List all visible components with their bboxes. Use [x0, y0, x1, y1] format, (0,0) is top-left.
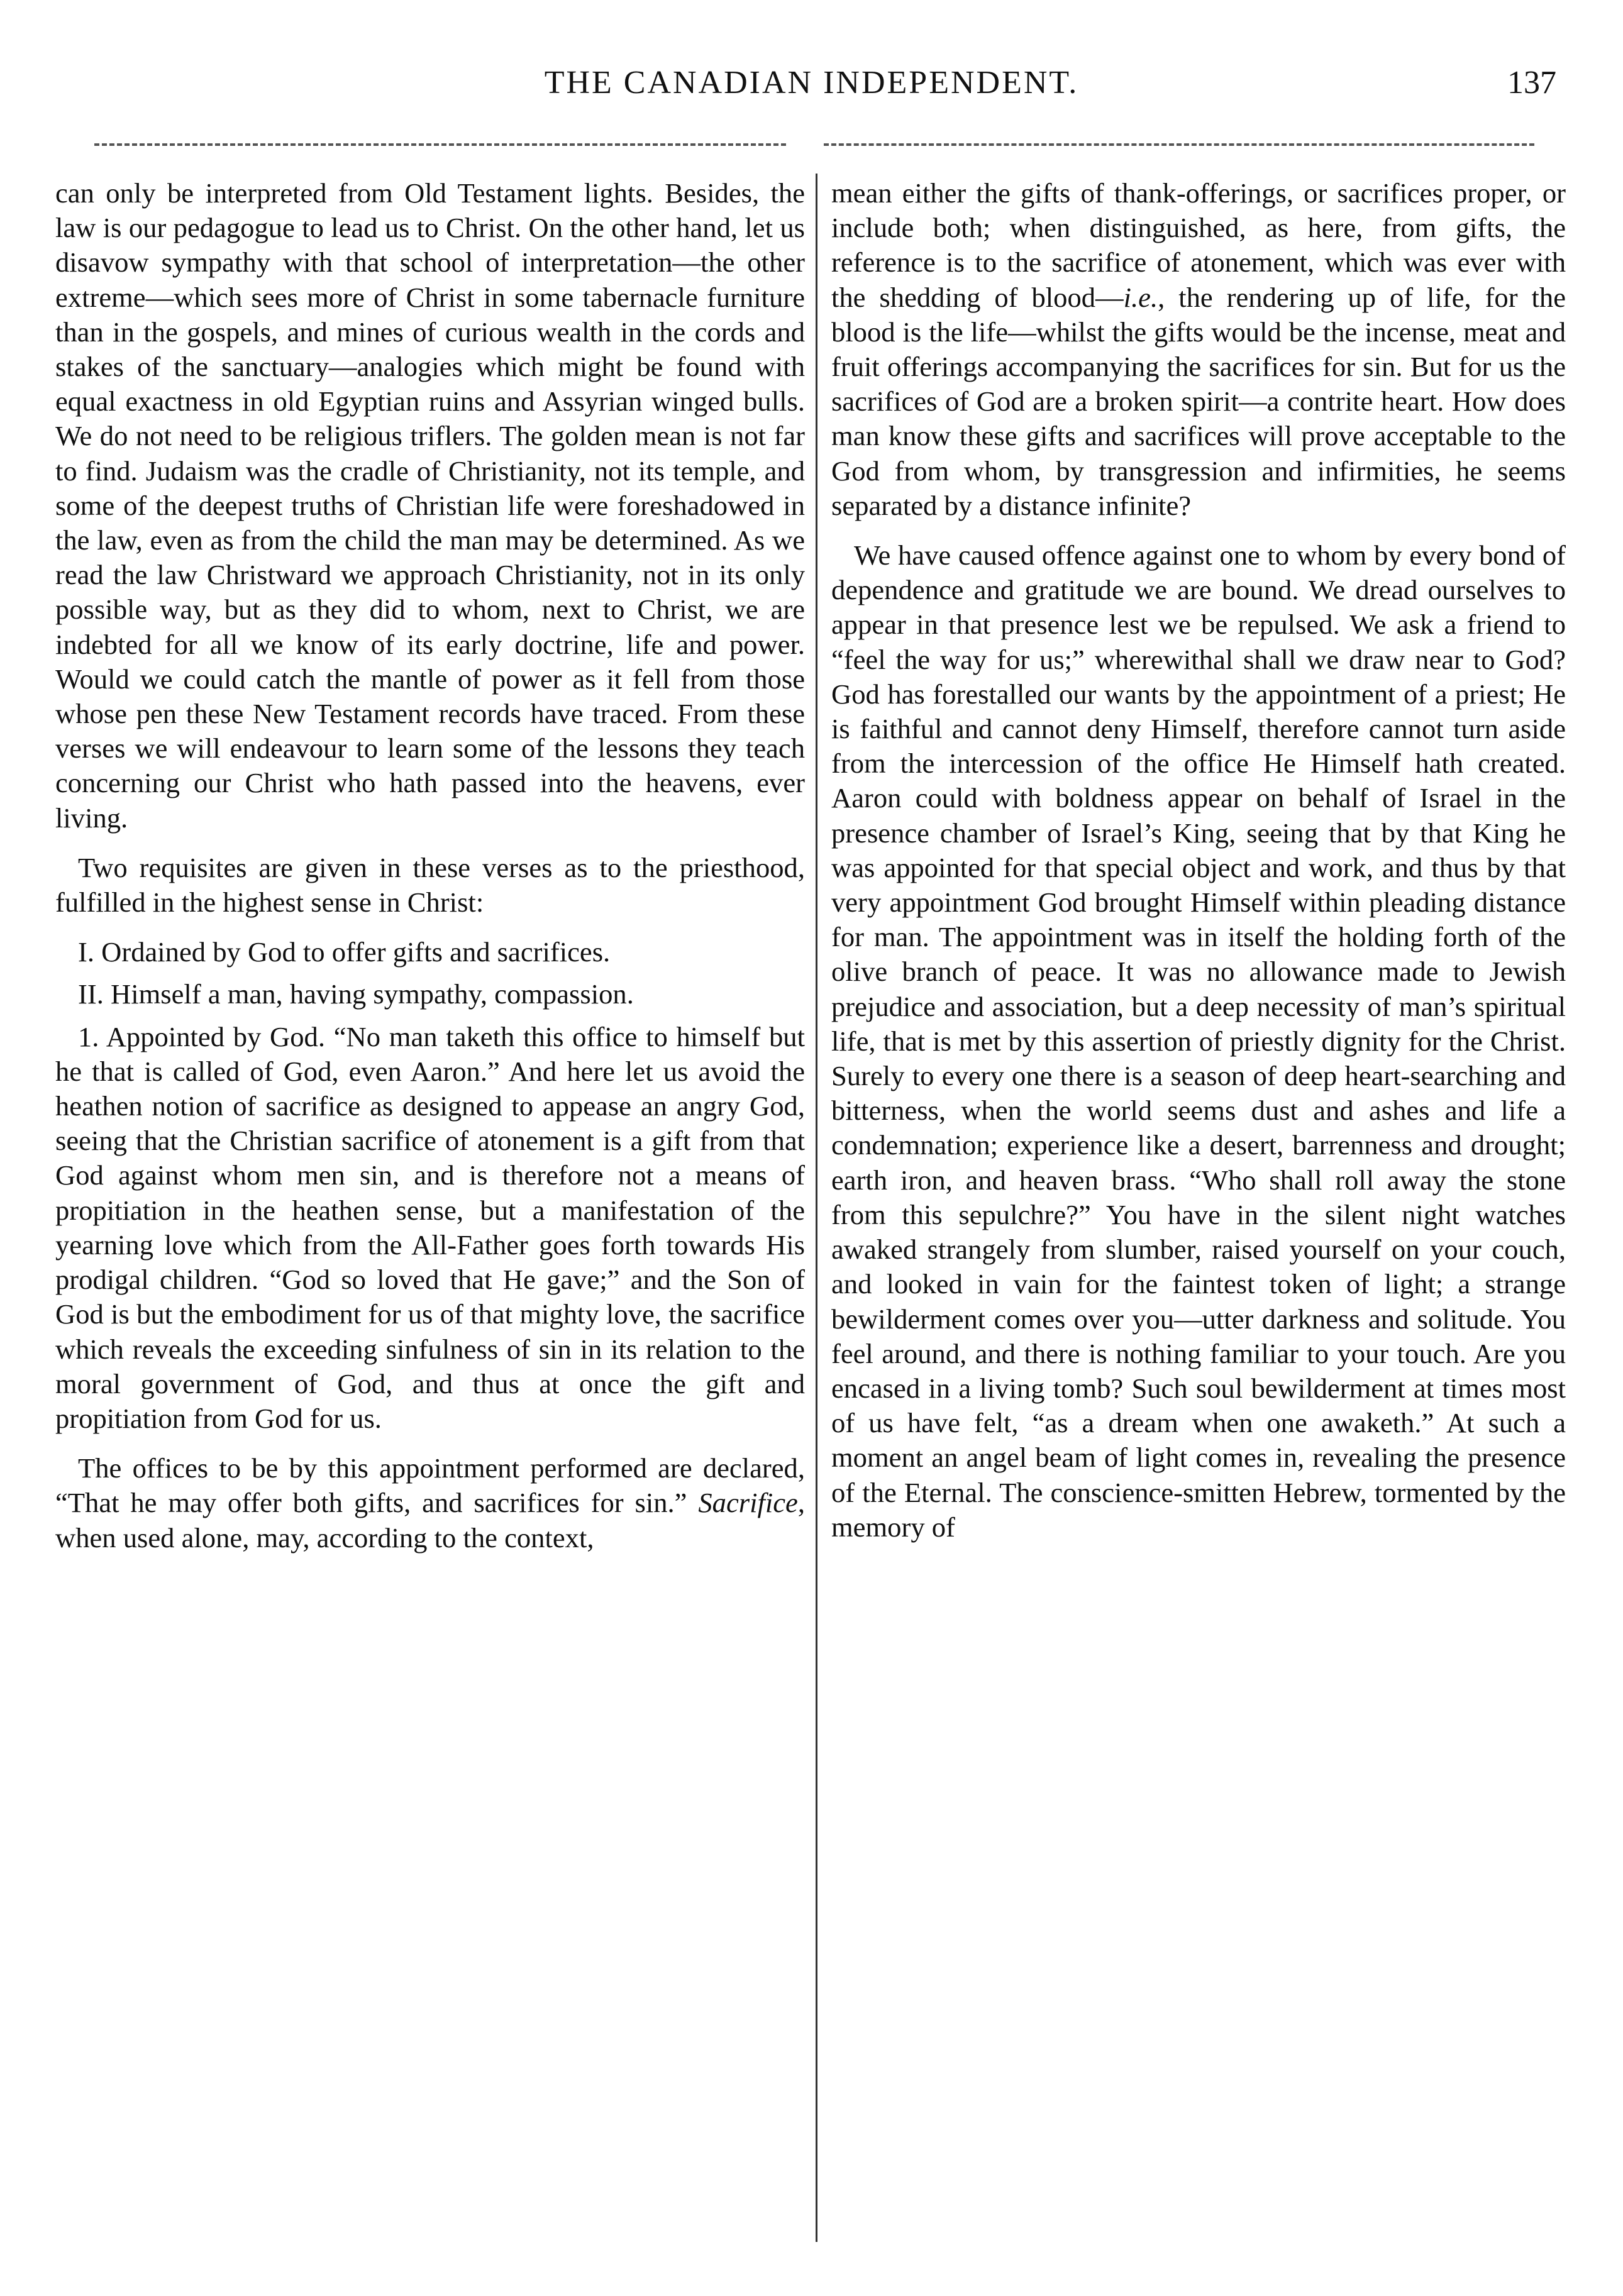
- header-divider-left: [94, 143, 786, 146]
- right-p1-text-a: mean either the gifts of thank-offerings, or sacrifices proper, or include both; when distinguished, as here, from gifts, the reference is to the sacrifice of atonement, which was ever with the shedding of blood—: [831, 177, 1566, 313]
- right-paragraph-2: We have caused offence against one to whom by every bond of dependence and gratitude we are bound. We dread ourselves to appear in that presence lest we be repulsed. We ask a friend to “feel the way for us;” wherewithal shall we draw near to God? God has forestalled our wants by the appointment of a priest; He is faithful and cannot deny Himself, therefore cannot turn aside from the intercession of the office He Himself hath created. Aaron could with boldness appear on behalf of Israel in the presence chamber of Israel’s King, seeing that by that King he was appointed for that special object and work, and thus by that very appointment God brought Himself within pleading distance for man. The appointment was in itself the holding forth of the olive branch of peace. It was no allowance made to Jewish prejudice and association, but a deep necessity of man’s spiritual life, that is met by this assertion of priestly dignity for the Christ. Surely to every one there is a season of deep heart-searching and bitterness, when the world seems dust and ashes and life a condemnation; experience like a desert, barrenness and drought; earth iron, and heaven brass. “Who shall roll away the stone from this sepulchre?” You have in the silent night watches awaked strangely from slumber, raised yourself on your couch, and looked in vain for the faintest token of light; a strange bewilderment comes over you—utter darkness and solitude. You feel around, and there is nothing familiar to your touch. Are you encased in a living tomb? Such soul bewilderment at times most of us have felt, “as a dream when one awaketh.” At such a moment an angel beam of light comes in, revealing the presence of the Eternal. The conscience-smitten Hebrew, tormented by the memory of: [831, 539, 1566, 1543]
- ie-emphasis: i.e.: [1123, 281, 1158, 313]
- header-divider-right: [824, 143, 1534, 146]
- left-column: [55, 176, 805, 1570]
- sacrifice-emphasis: Sacrifice: [698, 1487, 798, 1519]
- running-head: [0, 55, 1623, 106]
- journal-title: THE CANADIAN INDEPENDENT.: [544, 65, 1079, 101]
- left-paragraph-offices: [55, 1451, 805, 1555]
- offices-text-a: The offices to be by this appointment performed are declared, “That he may offer both gifts, and sacrifices for sin.”: [55, 1452, 805, 1519]
- left-paragraph-2: Two requisites are given in these verses as to the priesthood, fulfilled in the highest sense in Christ:: [55, 851, 805, 919]
- page-number: 137: [1507, 65, 1556, 101]
- column-divider: [816, 174, 817, 2242]
- right-column: [831, 176, 1566, 1560]
- offices-text-b: , when used alone, may, according to the context,: [55, 1487, 805, 1554]
- left-paragraph-appointed: 1. Appointed by God. “No man taketh this office to himself but he that is called of God, even Aaron.” And here let us avoid the heathen notion of sacrifice as designed to appease an angry God, seeing that the Christian sacrifice of atonement is a gift from that God against whom men sin, and is therefore not a means of propitiation in the heathen sense, but a manifestation of the yearning love which from the All-Father goes forth towards His prodigal children. “God so loved that He gave;” and the Son of God is but the embodiment for us of that mighty love, the sacrifice which reveals the exceeding sinfulness of sin in its relation to the moral government of God, and thus at once the gift and propitiation from God for us.: [55, 1020, 805, 1434]
- requisite-two: II. Himself a man, having sympathy, compassion.: [78, 978, 634, 1010]
- right-p1-text-b: , the rendering up of life, for the blood is the life—whilst the gifts would be the incense, meat and fruit offerings accompanying the sacrifices for sin. But for us the sacrifices of God are a broken spirit—a contrite heart. How does man know these gifts and sacrifices will prove acceptable to the God from whom, by transgression and infirmities, he seems separated by a distance infinite?: [831, 281, 1566, 521]
- right-paragraph-1: [831, 176, 1566, 523]
- left-paragraph-1: can only be interpreted from Old Testament lights. Besides, the law is our pedagogue to lead us to Christ. On the other hand, let us disavow sympathy with that school of interpretation—the other extreme—which sees more of Christ in some tabernacle furniture than in the gospels, and mines of curious wealth in the cords and stakes of the sanctuary—analogies which might be found with equal exactness in old Egyptian ruins and Assyrian winged bulls. We do not need to be religious triflers. The golden mean is not far to find. Judaism was the cradle of Christianity, not its temple, and some of the deepest truths of Christian life were foreshadowed in the law, even as from the child the man may be determined. As we read the law Christward we approach Christianity, not in its only possible way, but as they did to whom, next to Christ, we are indebted for all we know of its early doctrine, life and power. Would we could catch the mantle of power as it fell from those whose pen these New Testament records have traced. From these verses we will endeavour to learn some of the lessons they teach concerning our Christ who hath passed into the heavens, ever living.: [55, 177, 805, 834]
- requisite-one: I. Ordained by God to offer gifts and sacrifices.: [78, 936, 611, 968]
